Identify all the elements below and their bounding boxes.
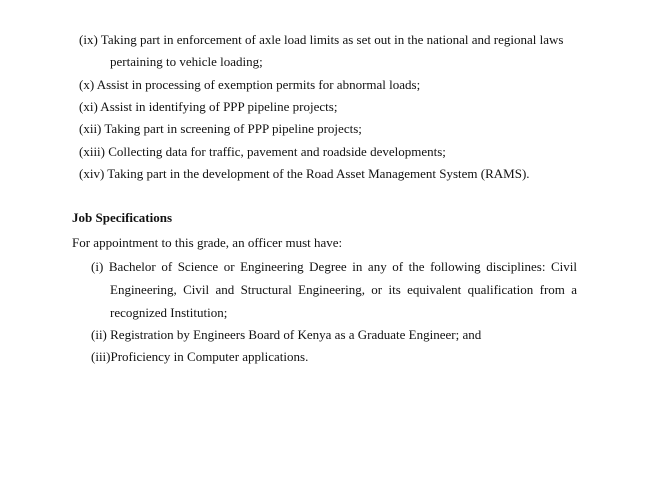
spec-item-i-line-2: Engineering, Civil and Structural Engineering, or its equivalent qualification from a: [110, 282, 577, 297]
duty-item-x: (x) Assist in processing of exemption permits for abnormal loads;: [79, 77, 421, 92]
duty-item-xii: (xii) Taking part in screening of PPP pipeline projects;: [79, 121, 362, 136]
spec-item-i-line-1: (i) Bachelor of Science or Engineering Degree in any of the following disciplines: Civil: [91, 259, 577, 274]
spec-item-i-line-3: recognized Institution;: [110, 305, 228, 320]
job-specifications-heading: Job Specifications: [72, 210, 173, 225]
spec-item-iii: (iii)Proficiency in Computer applications.: [91, 349, 309, 364]
duty-item-xiii: (xiii) Collecting data for traffic, pavement and roadside developments;: [79, 144, 446, 159]
duty-item-ix-line-1: (ix) Taking part in enforcement of axle load limits as set out in the national and regional laws: [79, 32, 564, 47]
spec-item-ii: (ii) Registration by Engineers Board of Kenya as a Graduate Engineer; and: [91, 327, 482, 342]
duty-item-xi: (xi) Assist in identifying of PPP pipeline projects;: [79, 99, 338, 114]
duty-item-xiv: (xiv) Taking part in the development of the Road Asset Management System (RAMS).: [79, 166, 530, 181]
duty-item-ix-line-2: pertaining to vehicle loading;: [110, 54, 263, 69]
job-specifications-intro: For appointment to this grade, an officer must have:: [72, 235, 343, 250]
